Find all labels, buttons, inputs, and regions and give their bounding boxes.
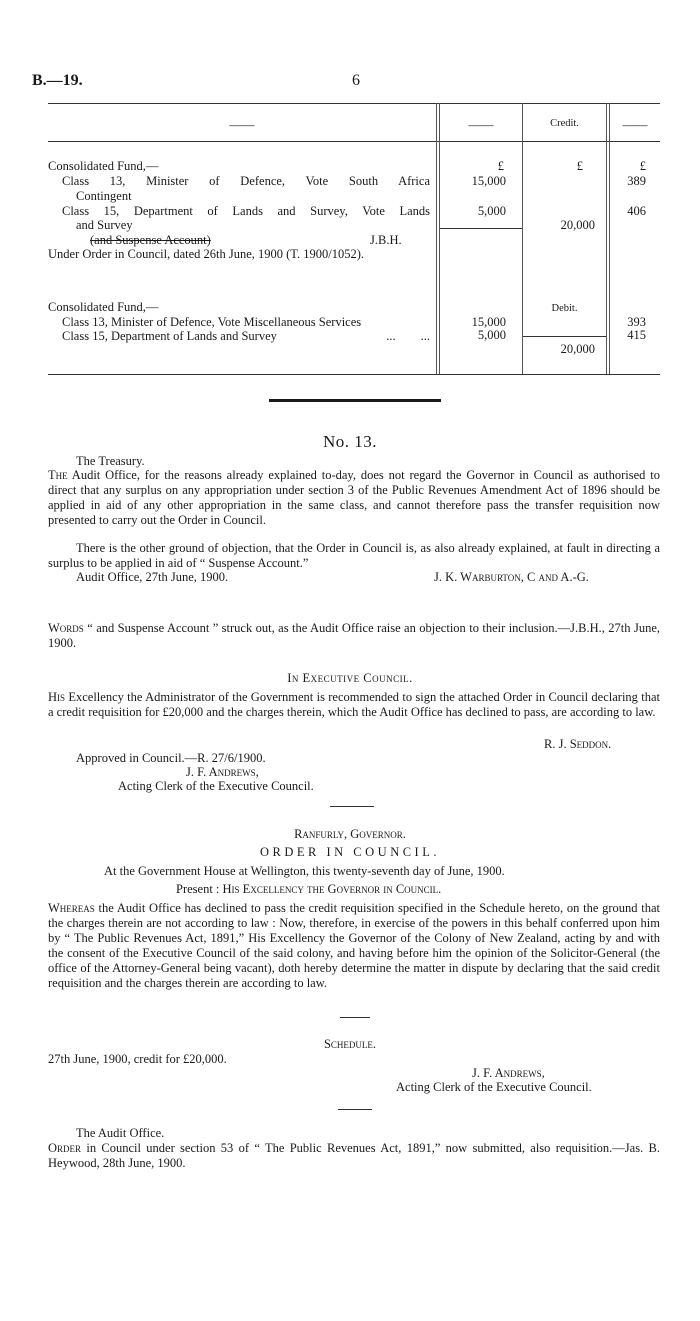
header-col3: —— [622, 118, 648, 132]
block1-amount-2: 5,000 [477, 204, 506, 218]
place-line: At the Government House at Wellington, this twenty-seventh day of June, 1900. [104, 864, 505, 878]
page-number: 6 [352, 72, 360, 89]
section-title: No. 13. [322, 432, 378, 451]
pound-sign: £ [497, 159, 504, 173]
short-rule [330, 806, 374, 807]
block2-ref-2: 415 [627, 328, 646, 342]
table-top-rule [48, 103, 660, 104]
order-reference: Under Order in Council, dated 26th June, 1900 (T. 1900/1052). [48, 247, 365, 261]
paragraph-text: There is the other ground of objection, that the Order in Council is, as also already explained, at fault in directing a surplus to be applied in aid of “ Suspense Account.” [48, 541, 660, 570]
block1-amount-1: 15,000 [471, 174, 506, 188]
order-title: ORDER IN COUNCIL. [260, 845, 440, 859]
block2-sum-rule [523, 336, 606, 337]
block1-line1-text: Class 13, Minister of Defence, Vote South Africa [62, 174, 430, 188]
paragraph-lead: His [48, 690, 66, 704]
header-credit: Credit. [550, 118, 579, 129]
pound-sign: £ [639, 159, 646, 173]
block1-line1 [62, 174, 430, 189]
words-note [48, 621, 660, 651]
present-line [176, 882, 441, 897]
paragraph-text: the Audit Office has declined to pass the credit requisition specified in the Schedule hereto, on the ground that the charges therein are not according to law : Now, therefore, in exercise of the powers in this behalf conferred upon him by “ The Public Revenues Act, 1891,” His Excellency the Governor of the Colony of New Zealand, acting by and with the consent of the Executive Council of the said colony, and having before him the opinion of the Solicitor-General (the office of the Attorney-General being vacant), doth hereby determine the matter in dispute by declaring that the said credit requisition and the charges therein are according to law. [48, 901, 660, 990]
seddon-signature: R. J. Seddon. [544, 737, 612, 751]
table-divider [522, 103, 523, 374]
block1-line2-text: Class 15, Department of Lands and Survey, Vote Lands [62, 204, 430, 218]
section-separator [269, 399, 441, 402]
schedule-andrews: J. F. Andrews, [472, 1066, 545, 1080]
pound-sign: £ [576, 159, 583, 173]
table-divider [606, 103, 607, 374]
debit-label: Debit. [551, 303, 578, 314]
block1-line2 [62, 204, 430, 219]
no13-paragraph-1 [48, 468, 660, 528]
leader-dots: ... ... [386, 329, 430, 343]
paragraph-text: “ and Suspense Account ” struck out, as the Audit Office raise an objection to their inclusion.—J.B.H., 27th June, 1900. [48, 621, 660, 650]
no13-paragraph-2 [48, 541, 660, 571]
block1-ref-2: 406 [627, 204, 646, 218]
block2-line1: Class 13, Minister of Defence, Vote Miscellaneous Services [62, 315, 362, 329]
struck-text: (and Suspense Account) [90, 233, 211, 247]
block2-line2-text: Class 15, Department of Lands and Survey [62, 329, 277, 343]
clerk-title: Acting Clerk of the Executive Council. [118, 779, 314, 793]
table-bottom-rule [48, 374, 660, 375]
block1-ref-1: 389 [627, 174, 646, 188]
address-line: The Treasury. [76, 454, 145, 468]
present-label: Present : [176, 882, 220, 896]
credit-total: 20,000 [560, 218, 595, 232]
paragraph-lead: Whereas [48, 901, 95, 915]
schedule-clerk: Acting Clerk of the Executive Council. [396, 1080, 592, 1094]
block2-amount-2: 5,000 [477, 328, 506, 342]
short-rule [338, 1109, 372, 1110]
block1-line1b: Contingent [76, 189, 132, 203]
exec-paragraph [48, 690, 660, 720]
paragraph-lead: The [48, 468, 68, 482]
block1-heading: Consolidated Fund,— [48, 159, 159, 173]
block2-heading: Consolidated Fund,— [48, 300, 159, 314]
block2-ref-1: 393 [627, 315, 646, 329]
warburton-signature: J. K. Warburton, C and A.-G. [434, 570, 589, 584]
paragraph-text: Excellency the Administrator of the Government is recommended to sign the attached Order in Council declaring that a credit requisition for £20,000 and the charges therein, which the Audit Office has declined to pass, are according to law. [48, 690, 660, 719]
block1-line2b: and Survey [76, 218, 133, 232]
paragraph-text: in Council under section 53 of “ The Public Revenues Act, 1891,” now submitted, also requisition.—Jas. B. Heywood, 28th June, 1900. [48, 1141, 660, 1170]
document-ref: B.—19. [32, 72, 83, 89]
final-paragraph [48, 1141, 660, 1171]
schedule-title: Schedule. [323, 1037, 377, 1051]
table-divider [436, 103, 437, 374]
audit-office-date: Audit Office, 27th June, 1900. [76, 570, 229, 584]
andrews-name: J. F. Andrews, [186, 765, 259, 779]
final-address: The Audit Office. [76, 1126, 165, 1140]
present-text: His Excellency the Governor in Council. [222, 882, 442, 896]
debit-total: 20,000 [560, 342, 595, 356]
paragraph-lead: Words [48, 621, 84, 635]
table-header-rule [48, 141, 660, 142]
approved-line: Approved in Council.—R. 27/6/1900. [76, 751, 266, 765]
initials: J.B.H. [370, 233, 402, 247]
block2-amount-1: 15,000 [471, 315, 506, 329]
order-paragraph [48, 901, 660, 991]
block2-line2 [62, 329, 430, 344]
schedule-line: 27th June, 1900, credit for £20,000. [48, 1052, 227, 1066]
header-desc: —— [229, 118, 255, 132]
running-head [32, 72, 83, 90]
exec-council-title: In Executive Council. [287, 671, 413, 685]
governor-line: Ranfurly, Governor. [294, 827, 406, 841]
paragraph-text: Audit Office, for the reasons already explained to-day, does not regard the Governor in Council as authorised to direct that any surplus on any appropriation under section 3 of the Public Revenues Amendment Act of 1896 should be applied in aid of any other appropriation in the same class, and cannot therefore pass the transfer requisition now presented to carry out the Order in Council. [48, 468, 660, 527]
paragraph-lead: Order [48, 1141, 82, 1155]
block1-sum-rule [440, 228, 522, 229]
short-rule [340, 1017, 370, 1018]
header-col1: —— [468, 118, 494, 132]
